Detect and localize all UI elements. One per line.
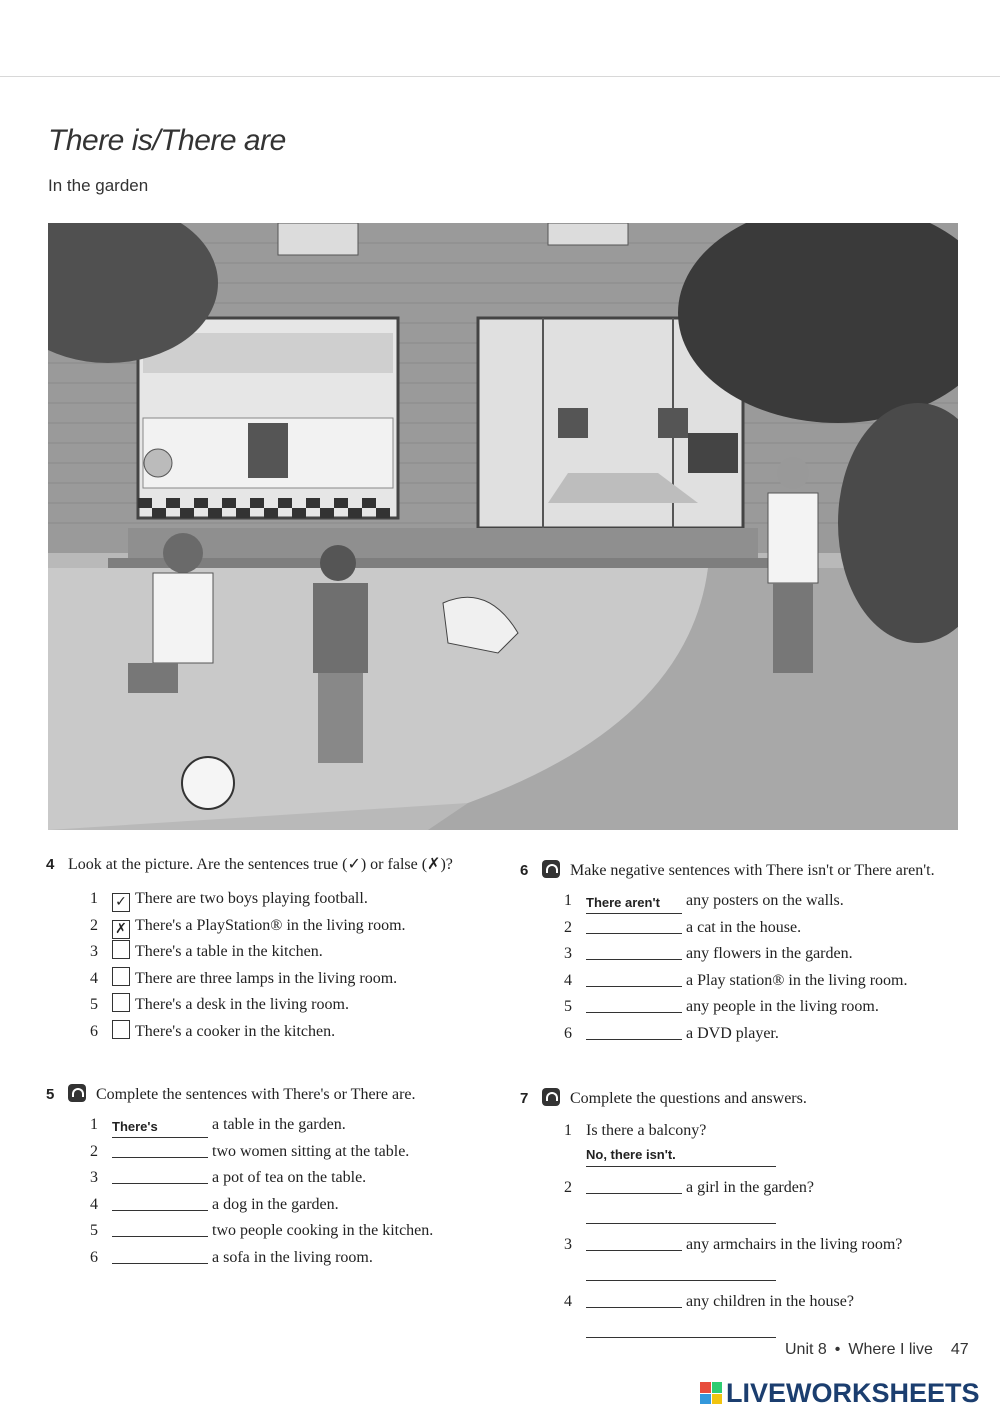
- exercise-instruction: Look at the picture. Are the sentences true (✓) or false (✗)?: [68, 856, 453, 873]
- exercise-6: [520, 858, 962, 1047]
- question-blank[interactable]: [586, 1175, 682, 1194]
- exercise-instruction: Complete the questions and answers.: [570, 1090, 807, 1107]
- answer-blank[interactable]: [586, 1317, 776, 1338]
- list-item: 2 a girl in the garden?: [564, 1175, 962, 1224]
- list-item: 2 two women sitting at the table.: [90, 1139, 488, 1166]
- unit-label: Unit 8: [785, 1341, 827, 1358]
- garden-illustration: [48, 223, 958, 830]
- answer-blank[interactable]: [112, 1218, 208, 1237]
- answer-blank[interactable]: [586, 968, 682, 987]
- exercise-7: [520, 1086, 962, 1346]
- answer-blank[interactable]: [586, 915, 682, 934]
- liveworksheets-logo-icon: [700, 1382, 722, 1404]
- list-item: 6 a DVD player.: [564, 1021, 962, 1048]
- top-divider: [0, 76, 1000, 77]
- question-blank[interactable]: [586, 1232, 682, 1251]
- headphones-icon: [542, 860, 560, 878]
- answer-blank[interactable]: [112, 1245, 208, 1264]
- page-title: There is/There are: [48, 124, 286, 157]
- answer-blank[interactable]: There's: [112, 1119, 208, 1138]
- answer-checkbox[interactable]: [112, 967, 130, 986]
- exercise-instruction: Make negative sentences with There isn't or There aren't.: [570, 862, 935, 879]
- headphones-icon: [68, 1084, 86, 1102]
- answer-checkbox[interactable]: [112, 940, 130, 959]
- answer-checkbox[interactable]: [112, 993, 130, 1012]
- headphones-icon: [542, 1088, 560, 1106]
- list-item: 3 any flowers in the garden.: [564, 941, 962, 968]
- answer-checkbox[interactable]: ✗: [112, 920, 130, 939]
- exercise-instruction: Complete the sentences with There's or There are.: [96, 1086, 416, 1103]
- answer-blank[interactable]: [586, 941, 682, 960]
- exercise-5: [46, 1082, 488, 1271]
- answer-blank[interactable]: There aren't: [586, 895, 682, 914]
- exercise-number: 7: [520, 1090, 529, 1107]
- page-footer: Unit 8 • Where I live 47: [785, 1341, 969, 1358]
- answer-blank[interactable]: [586, 994, 682, 1013]
- list-item: 4 any children in the house?: [564, 1289, 962, 1338]
- list-item: 3 a pot of tea on the table.: [90, 1165, 488, 1192]
- list-item: 2 ✗ There's a PlayStation® in the living room.: [90, 916, 406, 937]
- answer-blank[interactable]: [586, 1260, 776, 1281]
- list-item: 3 There's a table in the kitchen.: [90, 939, 468, 966]
- answer-blank[interactable]: [586, 1021, 682, 1040]
- page-number: 47: [950, 1341, 969, 1358]
- section-label: Where I live: [848, 1341, 933, 1358]
- exercise-number: 6: [520, 862, 529, 879]
- list-item: 1 There aren't any posters on the walls.: [564, 888, 962, 915]
- list-item: 1 Is there a balcony? No, there isn't.: [564, 1118, 962, 1167]
- answer-blank[interactable]: No, there isn't.: [586, 1146, 776, 1167]
- list-item: 1 ✓ There are two boys playing football.: [90, 890, 368, 910]
- list-item: 6 There's a cooker in the kitchen.: [90, 1019, 468, 1046]
- brand-text: LIVEWORKSHEETS: [726, 1377, 980, 1408]
- list-item: 5 any people in the living room.: [564, 994, 962, 1021]
- answer-blank[interactable]: [586, 1203, 776, 1224]
- list-item: 5 two people cooking in the kitchen.: [90, 1218, 488, 1245]
- list-item: 5 There's a desk in the living room.: [90, 992, 468, 1019]
- list-item: 1 There's a table in the garden.: [90, 1112, 488, 1139]
- liveworksheets-brand: [700, 1378, 980, 1408]
- exercise-number: 4: [46, 856, 55, 873]
- answer-checkbox[interactable]: [112, 1020, 130, 1039]
- list-item: 6 a sofa in the living room.: [90, 1245, 488, 1272]
- list-item: 3 any armchairs in the living room?: [564, 1232, 962, 1281]
- question-blank[interactable]: [586, 1289, 682, 1308]
- list-item: 4 a Play station® in the living room.: [564, 968, 962, 995]
- answer-checkbox[interactable]: ✓: [112, 893, 130, 912]
- exercise-number: 5: [46, 1086, 55, 1103]
- list-item: 4 a dog in the garden.: [90, 1192, 488, 1219]
- exercise-4: [46, 852, 468, 1045]
- list-item: 2 a cat in the house.: [564, 915, 962, 942]
- answer-blank[interactable]: [112, 1192, 208, 1211]
- answer-blank[interactable]: [112, 1139, 208, 1158]
- answer-blank[interactable]: [112, 1165, 208, 1184]
- list-item: 4 There are three lamps in the living room.: [90, 966, 468, 993]
- page-subtitle: In the garden: [48, 176, 149, 195]
